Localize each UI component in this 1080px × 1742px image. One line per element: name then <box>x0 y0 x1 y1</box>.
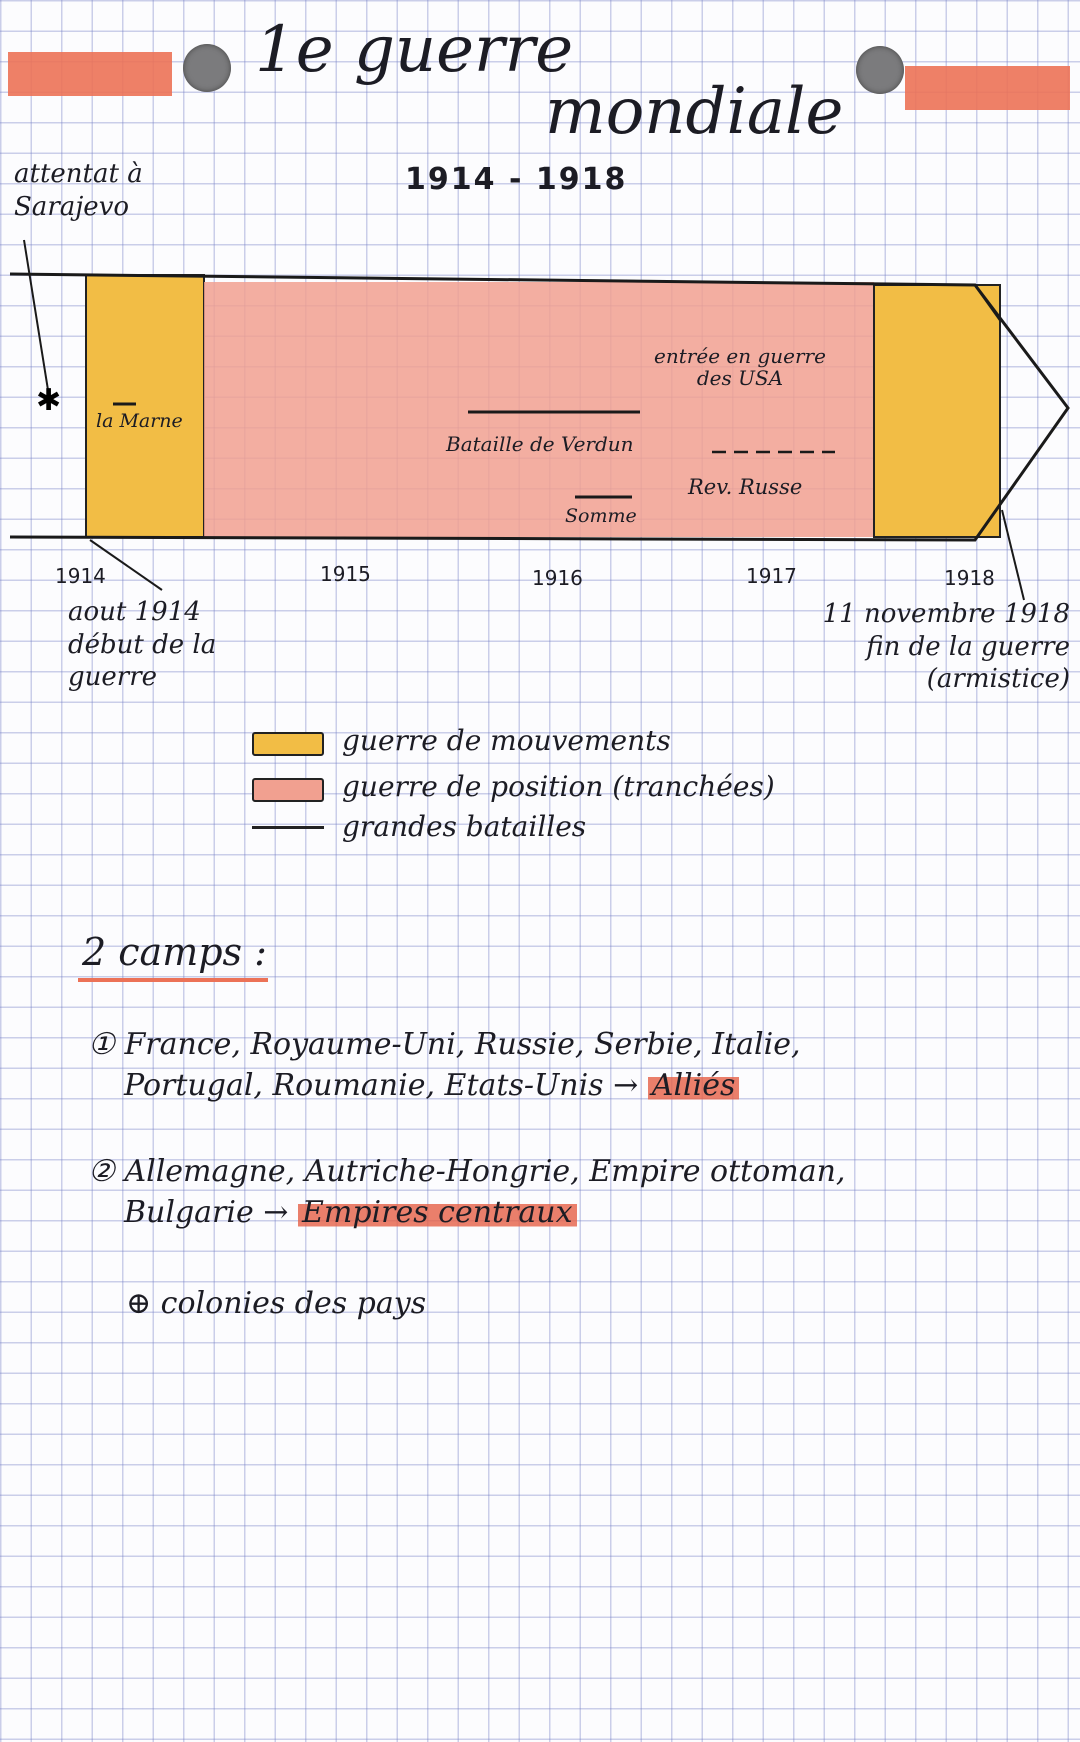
sarajevo-asterisk: ✱ <box>36 383 62 418</box>
legend-swatch-position <box>252 778 324 802</box>
camp2-countries-2: Bulgarie → <box>124 1194 289 1230</box>
marne-label: la Marne <box>96 410 183 432</box>
camp2-line2 <box>88 1193 1058 1234</box>
central-empires-label: Empires centraux <box>298 1195 577 1230</box>
legend-swatch-movement <box>252 732 324 756</box>
year-1918: 1918 <box>944 566 995 590</box>
band-movement-1918 <box>874 285 1000 537</box>
end-pointer <box>1002 510 1024 600</box>
camp1-countries-2: Portugal, Roumanie, Etats-Unis → <box>124 1067 639 1103</box>
page-title: 1e guerre <box>255 13 574 87</box>
title-years: 1914 - 1918 <box>405 162 628 197</box>
camp1-line2 <box>88 1066 1058 1107</box>
start-note: aout 1914 début de la guerre <box>68 597 217 692</box>
year-1917: 1917 <box>746 564 797 588</box>
camp2-number: ② <box>88 1154 115 1189</box>
camp1-number: ① <box>88 1027 115 1062</box>
camps-heading: 2 camps : <box>82 930 267 974</box>
somme-label: Somme <box>565 505 637 527</box>
camp2-line1 <box>88 1152 1058 1193</box>
camp1-countries-1: France, Royaume-Uni, Russie, Serbie, Italie, <box>124 1027 801 1062</box>
allies-label: Alliés <box>648 1068 740 1103</box>
camp1-line1 <box>88 1025 1058 1066</box>
colonies-note: ⊕ colonies des pays <box>126 1286 427 1321</box>
sarajevo-note: attentat à Sarajevo <box>14 159 143 222</box>
camp2-countries-1: Allemagne, Autriche-Hongrie, Empire ottoman, <box>124 1154 846 1189</box>
camps-heading-underline <box>78 978 268 982</box>
camp2-block <box>88 1152 1058 1233</box>
timeline-arrow <box>0 0 1080 620</box>
legend-label-movement: guerre de mouvements <box>342 724 671 757</box>
legend-label-position: guerre de position (tranchées) <box>342 770 775 803</box>
sarajevo-pointer <box>24 240 48 390</box>
band-movement-1914 <box>86 275 204 537</box>
legend-label-battles: grandes batailles <box>342 810 587 843</box>
verdun-label: Bataille de Verdun <box>446 432 634 456</box>
end-note: 11 novembre 1918 fin de la guerre (armistice) <box>822 599 1070 694</box>
camp1-block <box>88 1025 1058 1106</box>
year-1916: 1916 <box>532 566 583 590</box>
year-1915: 1915 <box>320 562 371 586</box>
page-title-continued: mondiale <box>545 75 844 149</box>
rev-russe-label: Rev. Russe <box>688 475 803 499</box>
usa-label: entrée en guerre des USA <box>654 344 826 390</box>
legend-swatch-battles <box>252 826 324 829</box>
year-1914: 1914 <box>55 564 106 588</box>
